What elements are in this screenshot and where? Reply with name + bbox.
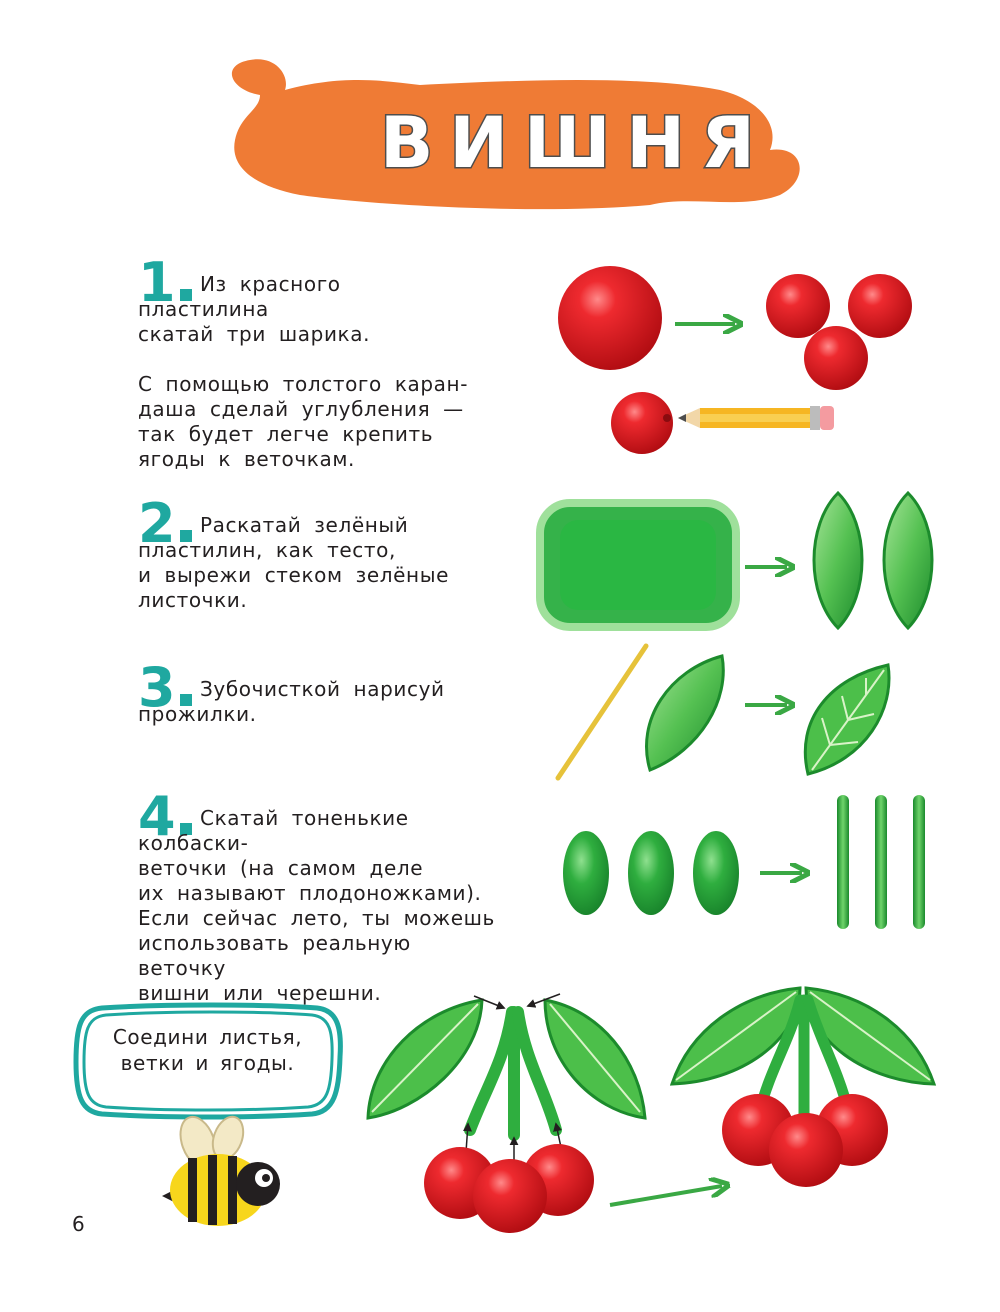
green-ball: [628, 831, 674, 915]
step-1-number: 1: [138, 256, 192, 310]
step-3-number: 3: [138, 661, 192, 715]
leaf: [814, 493, 862, 628]
assembly-illustration: [368, 988, 934, 1233]
cherry-ball: [769, 1113, 843, 1187]
leaf: [647, 656, 724, 770]
step-3-text: Зубочисткой нарисуй прожилки.: [138, 677, 445, 726]
arrow-5: [610, 1186, 722, 1205]
cherry-ball: [473, 1159, 547, 1233]
leaf: [884, 493, 932, 628]
cherry-ball: [804, 326, 868, 390]
step-4-illustration: [563, 795, 925, 929]
step-2-illustration: [540, 493, 932, 628]
step-1-text: Из красного пластилина скатай три шарика. С помощью толстого каран- даша сделай углубления — так будет легче крепить ягоды к веточкам.: [138, 272, 469, 471]
bee-icon: [162, 1112, 280, 1226]
cherry-ball: [766, 274, 830, 338]
note-text: Соедини листья, ветки и ягоды.: [112, 1025, 303, 1075]
cherry-ball-pressed: [611, 392, 673, 454]
green-ball: [563, 831, 609, 915]
step-2-text: Раскатай зелёный пластилин, как тесто, и вырежи стеком зелёные листочки.: [138, 513, 450, 612]
green-stem: [837, 795, 849, 929]
green-stem: [913, 795, 925, 929]
page-number: 6: [72, 1212, 85, 1236]
green-stem: [875, 795, 887, 929]
step-4-text: Скатай тоненькие колбаски- веточки (на самом деле их называют плодоножками). Если сейчас лето, ты можешь использовать реальную веточку вишни или черешни.: [138, 806, 495, 1005]
step-3-illustration: [558, 646, 889, 778]
step-4-number: 4: [138, 790, 192, 844]
cherry-ball: [848, 274, 912, 338]
toothpick: [558, 646, 646, 778]
cherry-ball-large: [558, 266, 662, 370]
green-ball: [693, 831, 739, 915]
page-title: ВИШНЯ: [380, 102, 771, 184]
step-2-number: 2: [138, 497, 192, 551]
pencil-icon: [678, 406, 834, 430]
step-1-illustration: [558, 266, 912, 454]
